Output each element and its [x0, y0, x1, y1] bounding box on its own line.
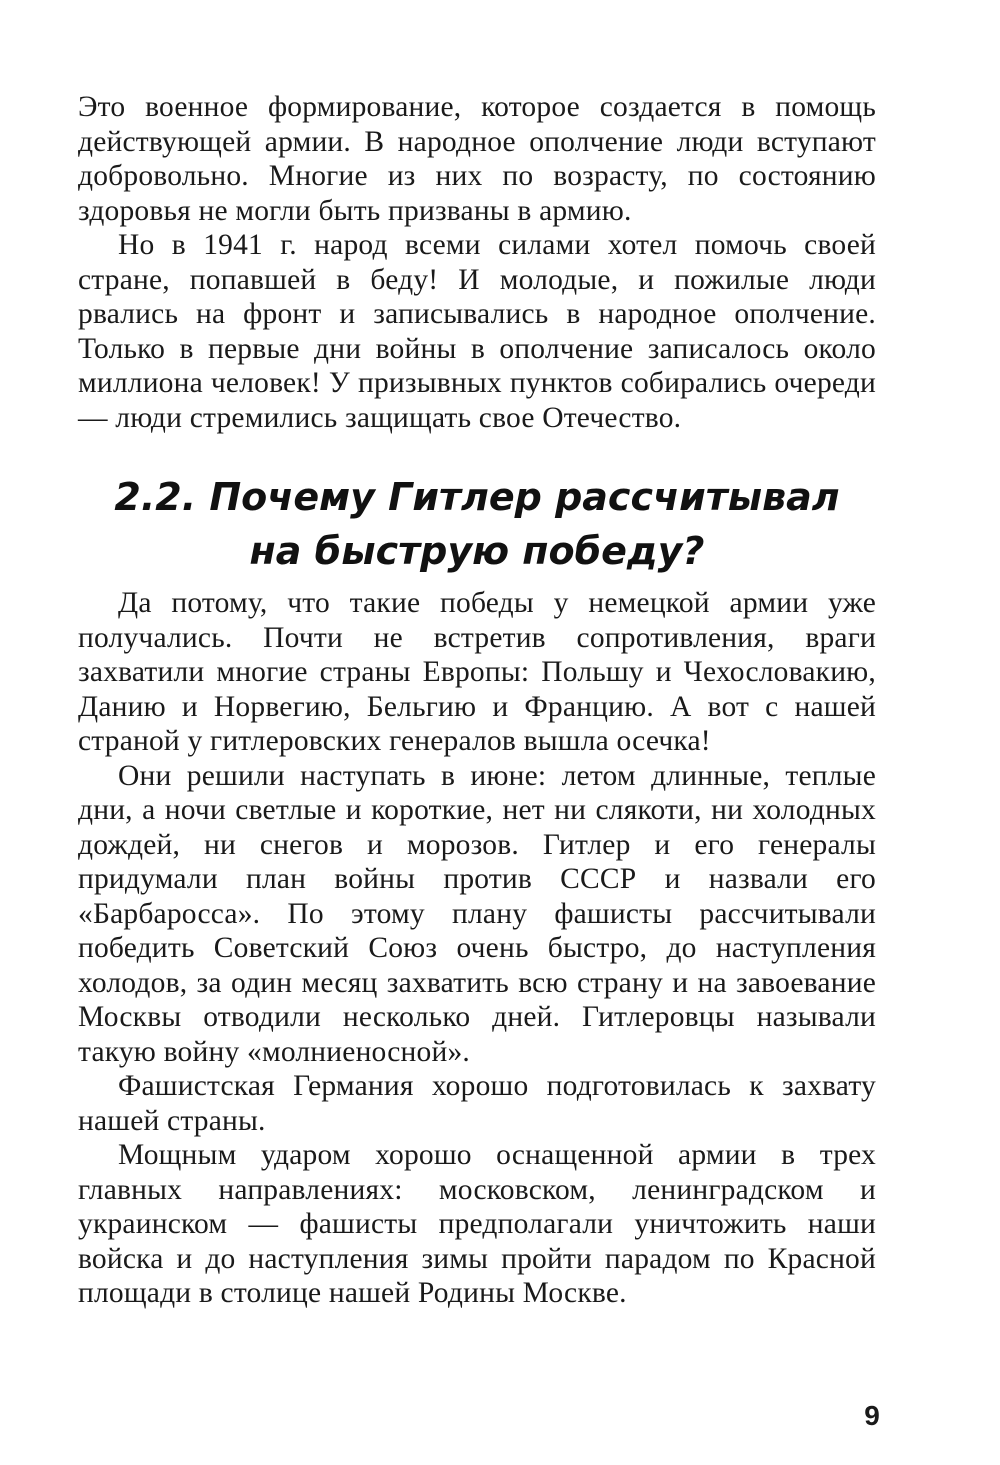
paragraph: Они решили наступать в июне: летом длинные, теплые дни, а ночи светлые и короткие, нет ни слякоти, ни холодных дождей, ни снегов и морозов. Гитлер и его генералы придумали план войны против СССР и назвали его «Барбаросса». По этому плану фашисты рассчитывали победить Советский Союз очень быстро, до наступления холодов, за один месяц захватить всю страну и на завоевание Москвы отводили несколько дней. Гитлеровцы называли такую войну «молниеносной».	[78, 759, 876, 1068]
text-block-top	[78, 90, 876, 435]
paragraph: Да потому, что такие победы у немецкой армии уже получались. Почти не встретив сопротивления, враги захватили многие страны Европы: Польшу и Чехословакию, Данию и Норвегию, Бельгию и Францию. А вот с нашей страной у гитлеровских генералов вышла осечка!	[78, 587, 876, 757]
paragraph: Это военное формирование, которое создается в помощь действующей армии. В народное ополчение люди вступают добровольно. Многие из них по возрасту, по состоянию здоровья не могли быть призваны в армию.	[78, 91, 876, 227]
paragraph: Мощным ударом хорошо оснащенной армии в трех главных направлениях: московском, ленинградском и украинском — фашисты предполагали уничтожить наши войска и до наступления зимы пройти парадом по Красной площади в столице нашей Родины Москве.	[78, 1139, 876, 1309]
section-heading	[78, 470, 876, 578]
paragraph: Фашистская Германия хорошо подготовилась к захвату нашей страны.	[78, 1070, 876, 1137]
page-number: 9	[864, 1400, 880, 1431]
section-heading-line: на быструю победу?	[249, 529, 705, 573]
text-block-bottom	[78, 586, 876, 1311]
paragraph: Но в 1941 г. народ всеми силами хотел помочь своей стране, попавшей в беду! И молодые, и пожилые люди рвались на фронт и записывались в народное ополчение. Только в первые дни войны в ополчение записалось около миллиона человек! У призывных пунктов собирались очереди — люди стремились защищать свое Отечество.	[78, 229, 876, 434]
section-heading-line: 2.2. Почему Гитлер рассчитывал	[114, 475, 840, 519]
